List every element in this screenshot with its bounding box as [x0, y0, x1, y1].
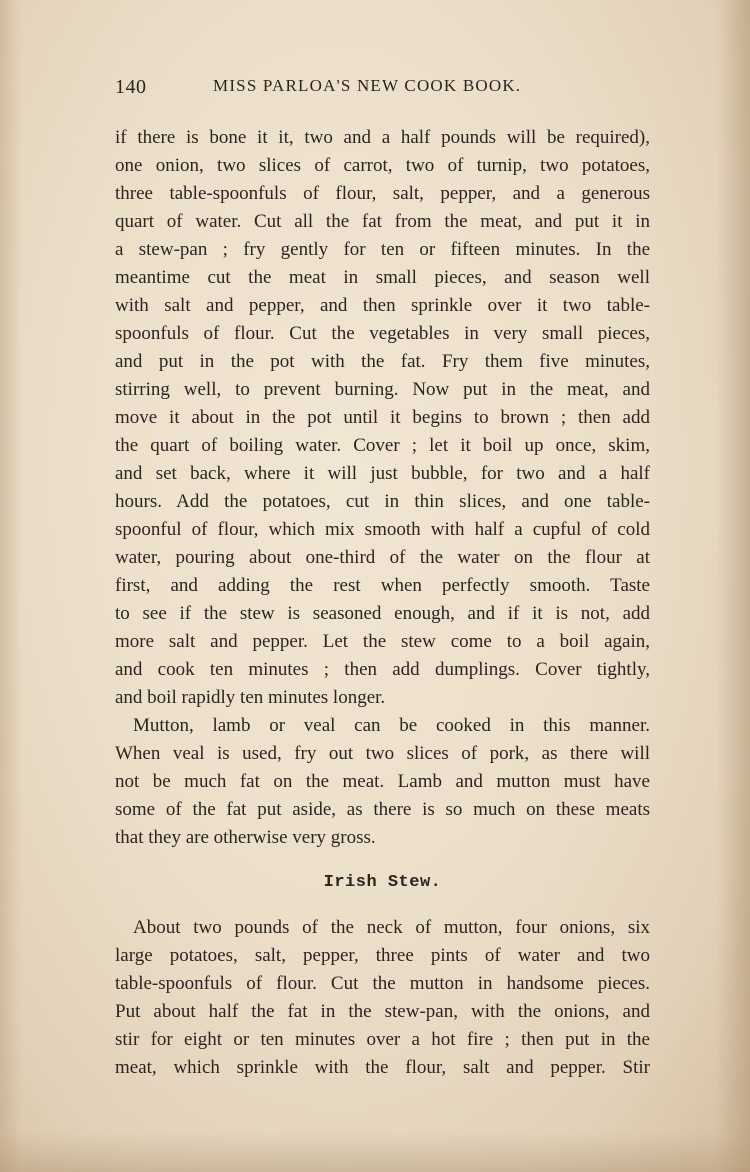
page-edge-shadow-bottom	[0, 1132, 750, 1172]
text-line: Put about half the fat in the stew-pan, with the onions, and	[115, 1001, 650, 1022]
text-line: hours. Add the potatoes, cut in thin slices, and one table-	[115, 491, 650, 512]
section-heading: Irish Stew.	[323, 873, 442, 892]
text-line: more salt and pepper. Let the stew come to a boil again,	[115, 631, 650, 652]
paragraph-mutton-lamb-veal	[115, 712, 650, 852]
page-edge-shadow-left	[0, 0, 22, 1172]
page-header	[115, 76, 652, 104]
text-line: stirring well, to prevent burning. Now put in the meat, and	[115, 379, 650, 400]
text-line: stir for eight or ten minutes over a hot fire ; then put in the	[115, 1029, 650, 1050]
running-head: MISS PARLOA'S NEW COOK BOOK.	[213, 76, 522, 95]
text-line: and put in the pot with the fat. Fry them five minutes,	[115, 351, 650, 372]
page-edge-shadow-right	[716, 0, 750, 1172]
text-line: and boil rapidly ten minutes longer.	[115, 687, 386, 708]
text-line: meantime cut the meat in small pieces, and season well	[115, 267, 650, 288]
text-line: not be much fat on the meat. Lamb and mutton must have	[115, 771, 650, 792]
text-line: When veal is used, fry out two slices of pork, as there will	[115, 743, 650, 764]
text-line: one onion, two slices of carrot, two of turnip, two potatoes,	[115, 155, 650, 176]
text-line: spoonfuls of flour. Cut the vegetables in very small pieces,	[115, 323, 650, 344]
paragraph-irish-stew	[115, 914, 650, 1082]
text-line: and set back, where it will just bubble, for two and a half	[115, 463, 650, 484]
spacer	[115, 897, 650, 914]
text-line: About two pounds of the neck of mutton, four onions, six	[133, 917, 650, 938]
text-line: quart of water. Cut all the fat from the meat, and put it in	[115, 211, 650, 232]
text-line: Mutton, lamb or veal can be cooked in this manner.	[133, 715, 650, 736]
text-line: the quart of boiling water. Cover ; let it boil up once, skim,	[115, 435, 650, 456]
text-line: meat, which sprinkle with the flour, salt and pepper. Stir	[115, 1057, 650, 1078]
text-line: spoonful of flour, which mix smooth with half a cupful of cold	[115, 519, 650, 540]
text-line: move it about in the pot until it begins to brown ; then add	[115, 407, 650, 428]
body-text	[115, 124, 650, 1082]
text-line: if there is bone it it, two and a half pounds will be required),	[115, 127, 650, 148]
text-line: to see if the stew is seasoned enough, and if it is not, add	[115, 603, 650, 624]
text-line: a stew-pan ; fry gently for ten or fifteen minutes. In the	[115, 239, 650, 260]
spacer	[115, 852, 650, 869]
page-number: 140	[115, 76, 147, 98]
text-line: water, pouring about one-third of the water on the flour at	[115, 547, 650, 568]
text-line: large potatoes, salt, pepper, three pints of water and two	[115, 945, 650, 966]
text-line: table-spoonfuls of flour. Cut the mutton in handsome pieces.	[115, 973, 650, 994]
text-line: with salt and pepper, and then sprinkle over it two table-	[115, 295, 650, 316]
text-line: some of the fat put aside, as there is so much on these meats	[115, 799, 650, 820]
text-line: that they are otherwise very gross.	[115, 827, 376, 848]
text-line: and cook ten minutes ; then add dumplings. Cover tightly,	[115, 659, 650, 680]
paragraph-continued	[115, 124, 650, 712]
text-line: three table-spoonfuls of flour, salt, pepper, and a generous	[115, 183, 650, 204]
text-line: first, and adding the rest when perfectly smooth. Taste	[115, 575, 650, 596]
